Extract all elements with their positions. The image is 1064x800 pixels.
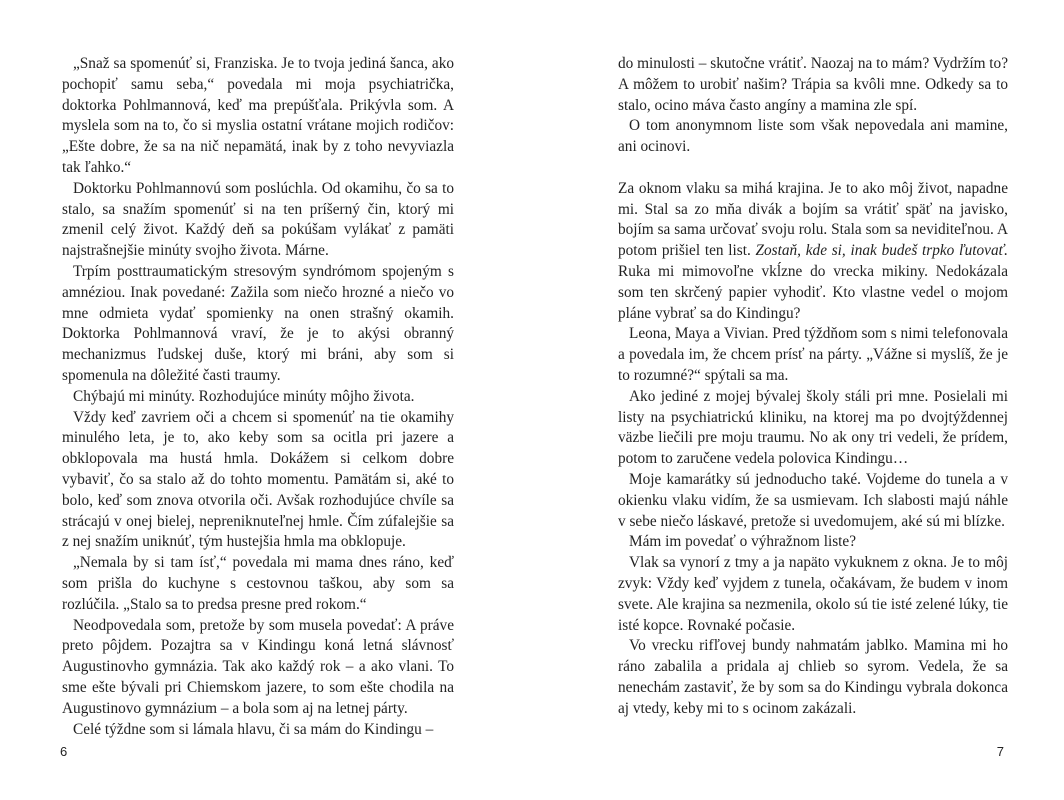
page-number: 7: [996, 744, 1004, 759]
right-page-text: [618, 54, 1008, 720]
section-start-paragraph: [618, 179, 1008, 325]
right-page: [532, 0, 1064, 800]
paragraph: Doktorku Pohlmannovú som poslúchla. Od okamihu, čo sa to stalo, sa snažím spomenúť si na ten príšerný čin, ktorý mi zmenil celý život. Každý deň sa pokúšam vylákať z pamäti najstrašnejšie minúty svojho života. Márne.: [62, 179, 454, 260]
paragraph: Neodpovedala som, pretože by som musela povedať: A práve preto pôjdem. Pozajtra sa v Kindingu koná letná slávnosť Augustinovho gymnázia. Tak ako každý rok – a ako vlani. To sme ešte bývali pri Chiemskom jazere, to som ešte chodila na Augustinovo gymnázium – a bola som aj na letnej párty.: [62, 616, 454, 717]
left-page-text: [62, 54, 454, 740]
paragraph: Leona, Maya a Vivian. Pred týždňom som s nimi telefonovala a povedala im, že chcem prísť na párty. „Vážne si myslíš, že je to rozumné?“ spýtali sa ma.: [618, 325, 1009, 384]
paragraph: Trpím posttraumatickým stresovým syndrómom spojeným s amnéziou. Inak povedané: Zažila som niečo hrozné a niečo vo mne odmieta vydať spomienky na onen strašný okamih. Doktorka Pohlmannová vraví, že je to akýsi obranný mechanizmus ľudskej duše, ktorý mi bráni, aby som si spomenula na dôležité časti traumy.: [62, 262, 454, 384]
paragraph-continuation: do minulosti – skutočne vrátiť. Naozaj na to mám? Vydržím to? A môžem to urobiť našim? Trápia sa kvôli mne. Odkedy sa to stalo, ocino máva často angíny a mamina zle spí.: [618, 55, 1008, 114]
paragraph: Chýbajú mi minúty. Rozhodujúce minúty môjho života.: [73, 387, 415, 405]
paragraph: Vo vrecku rifľovej bundy nahmatám jablko. Mamina mi ho ráno zabalila a pridala aj chlieb so syrom. Vedela, že sa nenechám zastaviť, že by som sa do Kindingu vybrala dokonca aj vtedy, keby mi to s ocinom zakázali.: [618, 637, 1008, 717]
letter-quote: Zostaň, kde si, inak budeš trpko ľutovať.: [755, 242, 1008, 260]
paragraph-text: Ruka mi mimovoľne vkĺzne do vrecka mikiny. Nedokázala som ten skrčený papier vyhodiť. Kto vlastne vedel o mojom pláne vybrať sa do Kindingu?: [618, 262, 1008, 322]
paragraph: „Snaž sa spomenúť si, Franziska. Je to tvoja jediná šanca, ako pochopiť samu seba,“ povedala mi moja psychiatrička, doktorka Pohlmannová, keď ma prepúšťala. Prikývla som. A myslela som na to, čo si myslia ostatní vrátane mojich rodičov: „Ešte dobre, že sa na nič nepamätá, inak by z toho nevyviazla tak ľahko.“: [62, 55, 454, 176]
paragraph: Mám im povedať o výhražnom liste?: [629, 533, 857, 551]
paragraph: „Nemala by si tam ísť,“ povedala mi mama dnes ráno, keď som prišla do kuchyne s cestovnou taškou, aby som sa rozlúčila. „Stalo sa to predsa presne pred rokom.“: [62, 554, 454, 613]
paragraph: Celé týždne som si lámala hlavu, či sa mám do Kindingu –: [73, 720, 434, 738]
paragraph: Vlak sa vynorí z tmy a ja napäto vykuknem z okna. Je to môj zvyk: Vždy keď vyjdem z tunela, očakávam, že budem v inom svete. Ale krajina sa nezmenila, okolo sú tie isté zelené lúky, tie isté kopce. Rovnaké počasie.: [618, 554, 1008, 634]
page-number: 6: [60, 744, 68, 759]
paragraph: Vždy keď zavriem oči a chcem si spomenúť na tie okamihy minulého leta, je to, ako keby som sa ocitla pri jazere a obklopovala ma hustá hmla. Dokážem si celkom dobre vybaviť, čo sa stalo až do tohto momentu. Pamätám si, aké to bolo, keď som znova otvorila oči. Avšak rozhodujúce chvíle sa strácajú v onej bielej, nepreniknuteľnej hmle. Čím zúfalejšie sa z nej snažím uniknúť, tým hustejšia hmla ma obklopuje.: [62, 408, 454, 551]
paragraph: Moje kamarátky sú jednoducho také. Vojdeme do tunela a v okienku vlaku vidím, že sa usmievam. Ich slabosti majú náhle v sebe niečo láskavé, pretože si uvedomujem, aké sú mi blízke.: [618, 470, 1008, 530]
paragraph-text: Za oknom vlaku sa mihá krajina. Je to ako môj život, napadne mi. Stal sa zo mňa divák a bojím sa vrátiť späť na javisko, bojím sa sama určovať svoju rolu. Stala som sa neviditeľnou. A potom prišiel ten list.: [618, 179, 1008, 260]
paragraph: O tom anonymnom liste som však nepovedala ani mamine, ani ocinovi.: [618, 117, 1008, 156]
paragraph: Ako jediné z mojej bývalej školy stáli pri mne. Posielali mi listy na psychiatrickú kliniku, na ktorej ma po dvojtýždennej väzbe liečili pre moju traumu. No ak ony tri vedeli, že prídem, potom to zaručene vedela polovica Kindingu…: [618, 387, 1008, 468]
